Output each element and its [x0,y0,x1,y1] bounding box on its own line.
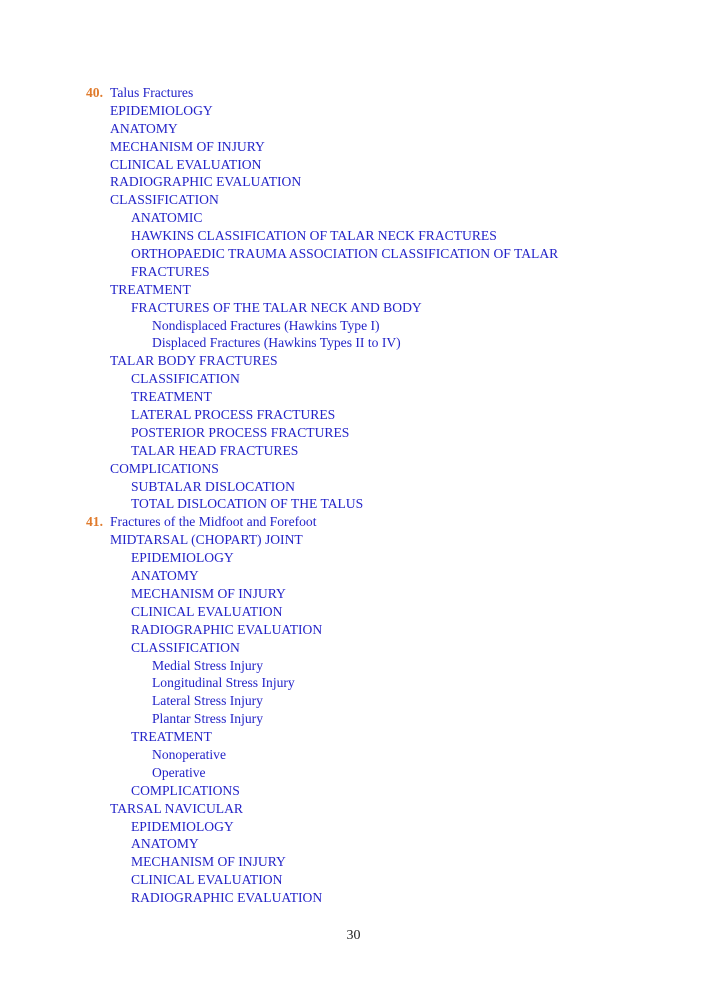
toc-lvl1-link[interactable]: CLASSIFICATION [110,192,219,208]
toc-lvl2-link[interactable]: ANATOMY [131,836,199,852]
toc-lvl2-link[interactable]: FRACTURES OF THE TALAR NECK AND BODY [131,299,422,315]
toc-lvl2-link[interactable]: CLASSIFICATION [131,639,240,655]
toc-lvl3-link[interactable]: Lateral Stress Injury [152,693,263,709]
toc-lvl3-link[interactable]: Longitudinal Stress Injury [152,675,295,691]
toc-lvl1-link[interactable]: ANATOMY [110,120,178,136]
toc-lvl2-link[interactable]: POSTERIOR PROCESS FRACTURES [131,424,350,440]
toc-lvl2-link[interactable]: FRACTURES [131,263,210,279]
toc-lvl1-link[interactable]: TALAR BODY FRACTURES [110,353,278,369]
chapter-title-link[interactable]: Talus Fractures [110,85,194,100]
toc-lvl2-link[interactable]: TOTAL DISLOCATION OF THE TALUS [131,496,364,512]
toc-lvl2-link[interactable]: ORTHOPAEDIC TRAUMA ASSOCIATION CLASSIFICATION OF TALAR [131,246,559,262]
toc-lvl2-link[interactable]: ANATOMY [131,568,199,584]
toc-chapter-entry[interactable] [0,84,707,102]
toc-lvl1-link[interactable]: TREATMENT [110,281,191,297]
chapter-title-link[interactable]: Fractures of the Midfoot and Forefoot [110,514,317,530]
toc-lvl2-link[interactable]: EPIDEMIOLOGY [131,818,234,834]
toc-lvl2-link[interactable]: CLINICAL EVALUATION [131,872,283,888]
toc-lvl2-link[interactable]: RADIOGRAPHIC EVALUATION [131,621,323,637]
toc-lvl3-link[interactable]: Medial Stress Injury [152,657,264,673]
toc-lvl3-link[interactable]: Displaced Fractures (Hawkins Types II to IV) [152,335,401,351]
chapter-number: 40. [86,85,103,100]
toc-lvl2-link[interactable]: RADIOGRAPHIC EVALUATION [131,890,323,906]
toc-lvl2-link[interactable]: COMPLICATIONS [131,782,240,798]
toc-chapter-entry[interactable] [0,513,707,531]
toc-lvl3-link[interactable]: Plantar Stress Injury [152,711,264,727]
toc-lvl2-link[interactable]: SUBTALAR DISLOCATION [131,478,295,494]
page-number: 30 [346,928,361,943]
toc-lvl2-link[interactable]: CLASSIFICATION [131,371,240,387]
toc-lvl2-link[interactable]: TREATMENT [131,389,212,405]
toc-lvl2-link[interactable]: TREATMENT [131,729,212,745]
toc-lvl2-link[interactable]: ANATOMIC [131,210,203,226]
toc-lvl3-link[interactable]: Operative [152,764,206,780]
chapter-number: 41. [86,514,103,530]
toc-lvl3-link[interactable]: Nonoperative [152,746,226,762]
toc-lvl1-link[interactable]: TARSAL NAVICULAR [110,800,243,816]
toc-lvl2-link[interactable]: CLINICAL EVALUATION [131,603,283,619]
table-of-contents [0,84,707,907]
toc-lvl2-link[interactable]: TALAR HEAD FRACTURES [131,442,299,458]
toc-lvl1-link[interactable]: CLINICAL EVALUATION [110,156,262,172]
toc-lvl1-link[interactable]: EPIDEMIOLOGY [110,102,213,118]
toc-lvl2-link[interactable]: MECHANISM OF INJURY [131,854,286,870]
toc-lvl1-link[interactable]: RADIOGRAPHIC EVALUATION [110,174,302,190]
toc-lvl2-link[interactable]: LATERAL PROCESS FRACTURES [131,407,336,423]
toc-lvl1-link[interactable]: MECHANISM OF INJURY [110,138,265,154]
toc-lvl2-link[interactable]: HAWKINS CLASSIFICATION OF TALAR NECK FRACTURES [131,228,497,244]
toc-lvl1-link[interactable]: COMPLICATIONS [110,460,219,476]
toc-lvl1-link[interactable]: MIDTARSAL (CHOPART) JOINT [110,532,303,548]
toc-lvl3-link[interactable]: Nondisplaced Fractures (Hawkins Type I) [152,317,380,333]
toc-lvl2-link[interactable]: MECHANISM OF INJURY [131,585,286,601]
toc-lvl2-link[interactable]: EPIDEMIOLOGY [131,550,234,566]
